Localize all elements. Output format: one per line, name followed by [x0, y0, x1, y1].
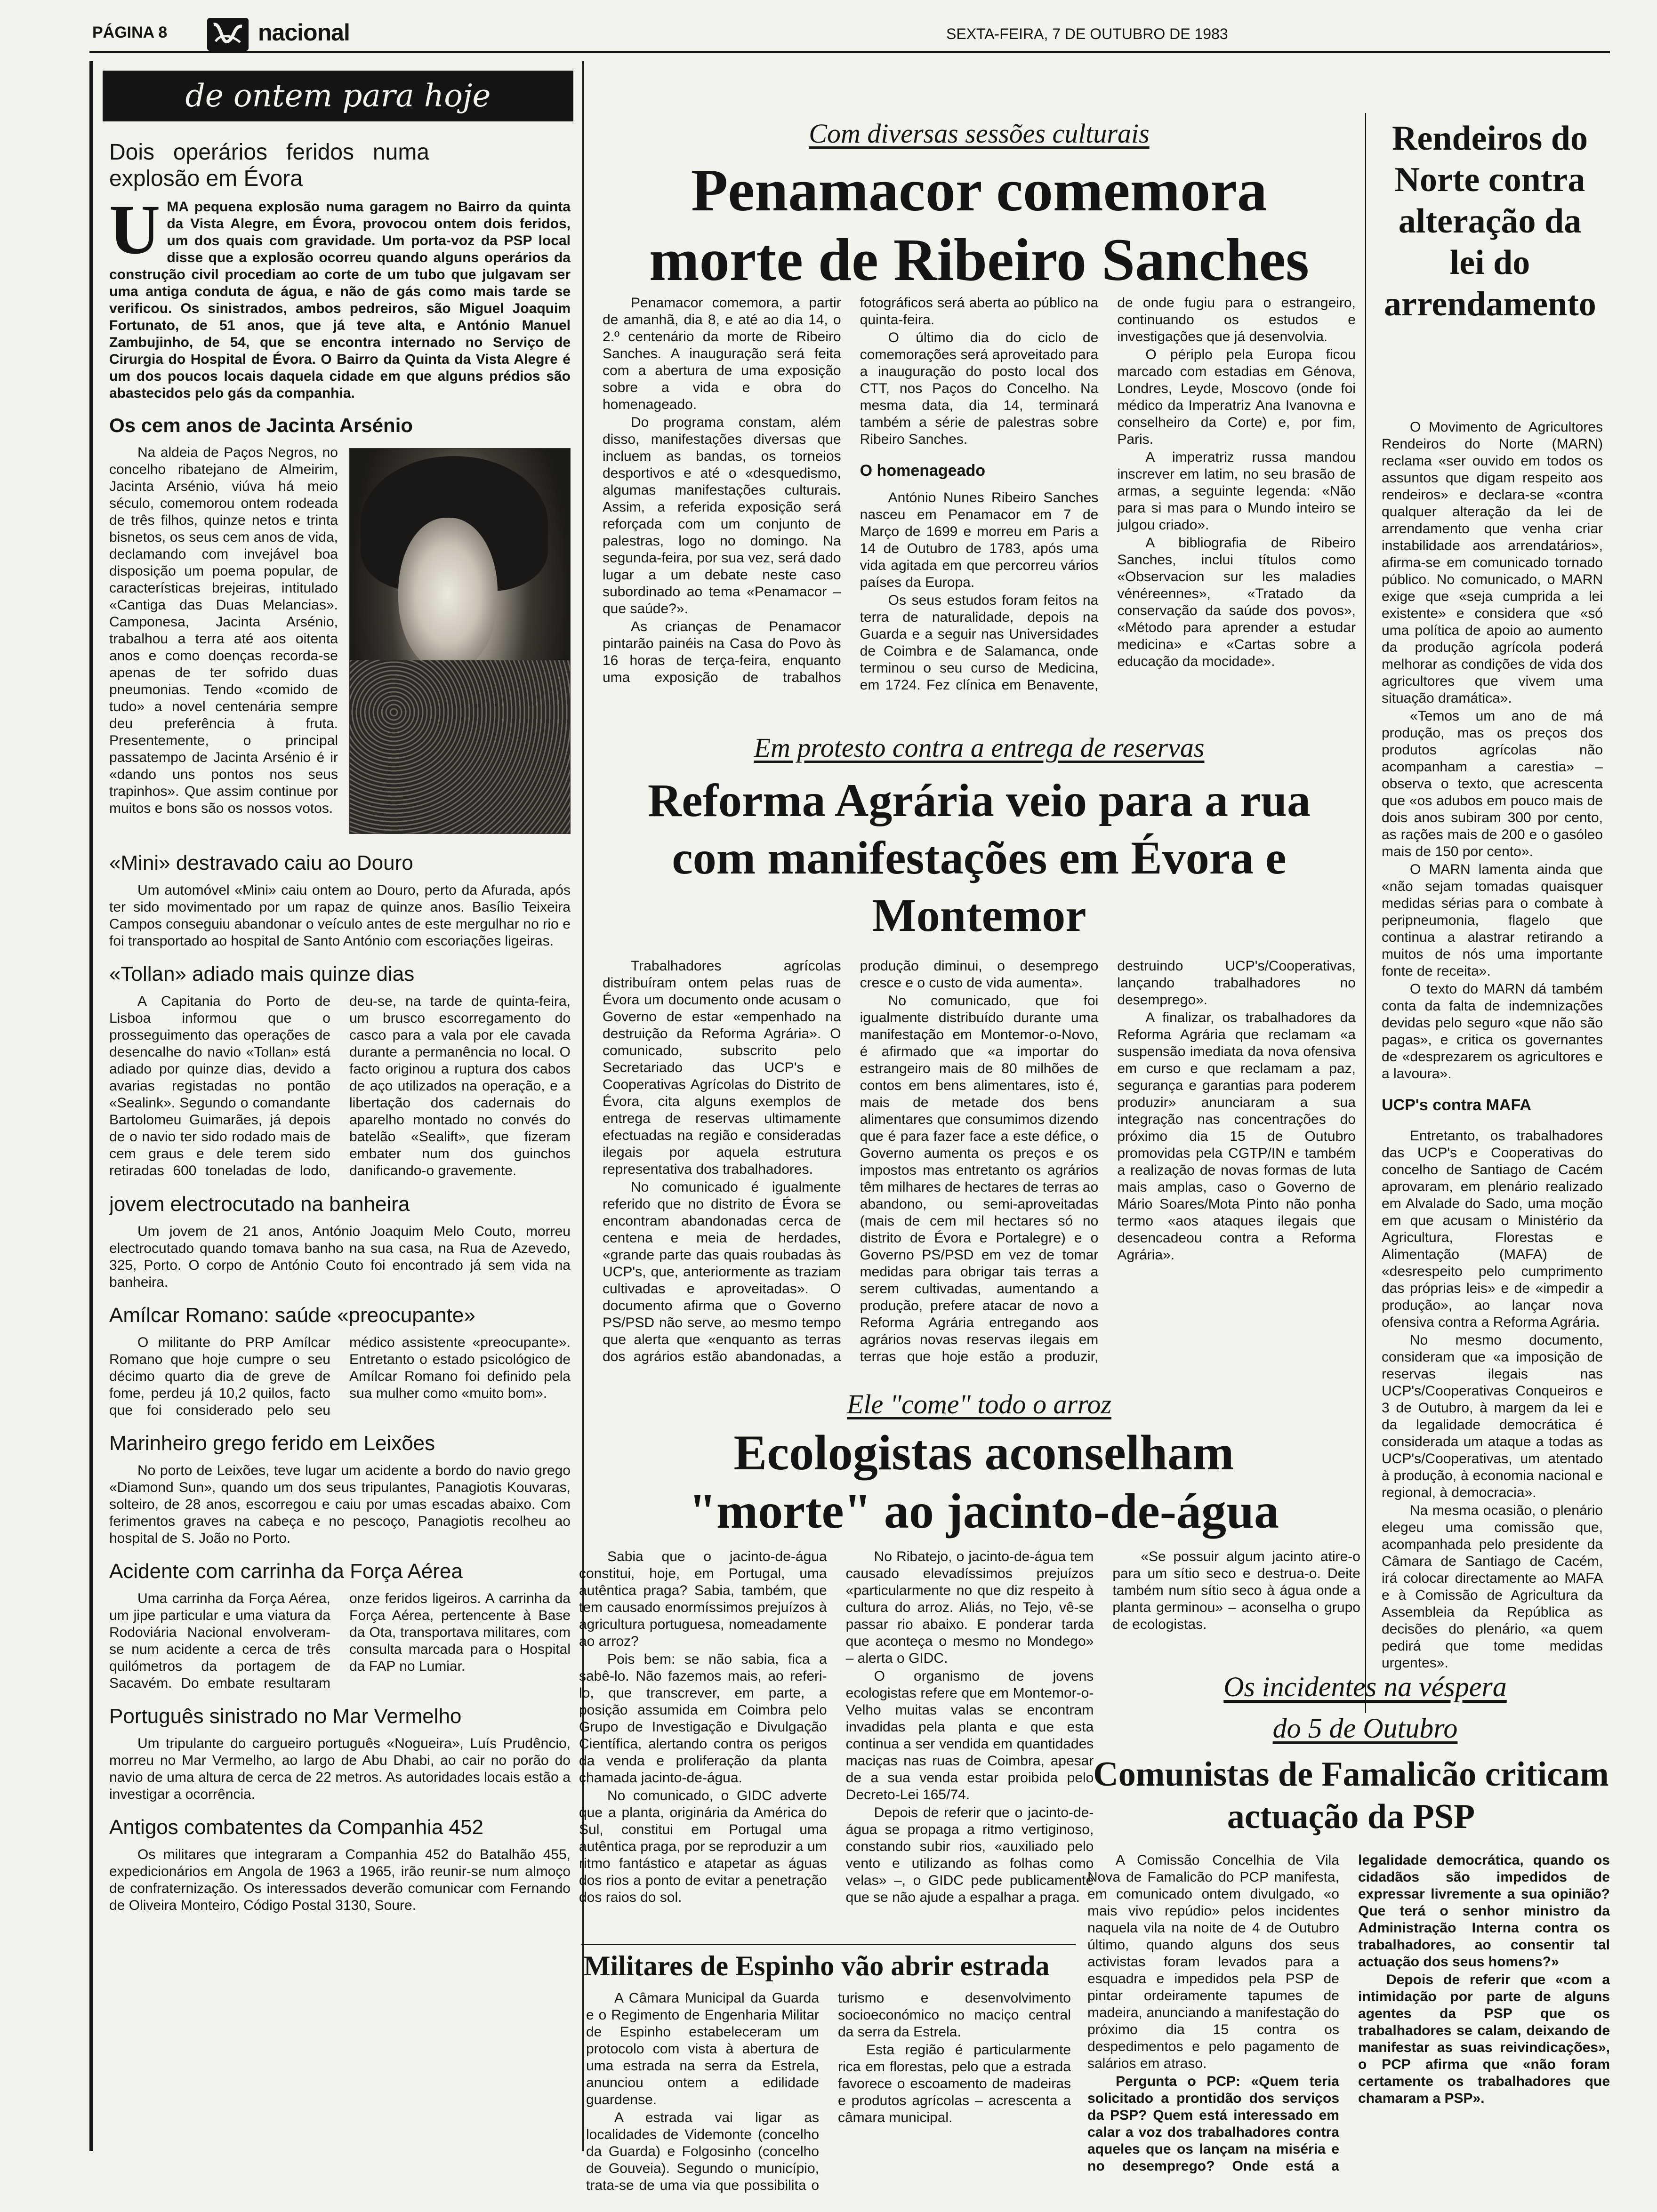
- column-rule: [1365, 113, 1366, 1713]
- story-title: Antigos combatentes da Companhia 452: [109, 1816, 483, 1839]
- story-text: Uma carrinha da Força Aérea, um jipe particular e uma viatura da Rodoviária Nacional envolveram-se num acidente a cerca de três quilómetros da portagem de Sacavém. Do embate resultaram onze feridos ligeiros. A carrinha da Força Aérea, pertencente à Base da Ota, transportava militares, com consulta marcada para o Hospital da FAP no Lumiar.: [109, 1591, 571, 1691]
- banner: [103, 71, 573, 121]
- paragraph: Pergunta o PCP: «Quem teria solicitado a prontidão dos serviços da PSP? Quem está interessado em calar a voz dos trabalhadores contra aqueles que os lançam na miséria e no desemprego? Onde está a legalidade democrática, quando os cidadãos são impedidos de expressar livremente a sua opinião? Que terá o senhor ministro da Administração Interna contra os trabalhadores, ao consentir tal actuação dos seus homens?»: [1087, 1852, 1610, 2174]
- paragraph: «Se possuir algum jacinto atire-o para um sítio seco e destrua-o. Deite também num sítio seco à água onde a planta germinou» – aconselha o grupo de ecologistas.: [1112, 1549, 1360, 1632]
- paragraph: No comunicado é igualmente referido que no distrito de Évora se encontram abandonadas cerca de centena e meia de herdades, «grande parte das quais roubadas às UCP's, que, anteriormente as traziam cultivadas e aproveitadas». O documento afirma que o Governo PS/PSD não serve, ao mesmo tempo que alerta que «enquanto as terras dos agrários estão abandonadas, a produção diminui, o desemprego cresce e o custo de vida aumenta».: [603, 958, 1099, 1364]
- paragraph: António Nunes Ribeiro Sanches nasceu em Penamacor em 7 de Março de 1699 e morreu em Paris a 14 de Outubro de 1783, após uma vida agitada em que percorreu vários países da Europa.: [860, 490, 1099, 590]
- story-text: Um automóvel «Mini» caiu ontem ao Douro, perto da Afurada, após ter sido movimentado por um rapaz de quinze anos. Basílio Teixeira Campos conseguiu abandonar o veículo antes de este mergulhar no rio e foi transportado ao hospital de Santo António com escoriações ligeiras.: [109, 882, 571, 949]
- story-text: Na aldeia de Paços Negros, no concelho ribatejano de Almeirim, Jacinta Arsénio, viúva há meio século, comemorou ontem rodeada de três filhos, quinze netos e trinta bisnetos, os seus cem anos de vida, declamando com invejável boa disposição um poema popular, de características brejeiras, intitulado «Cantiga das Duas Melancias». Camponesa, Jacinta Arsénio, trabalhou a terra até aos oitenta anos e como doenças recorda-se apenas de ter sofrido duas pneumonias. Tendo «comido de tudo» a novel centenária sempre deu preferência à fruta. Presentemente, o principal passatempo de Jacinta Arsénio é ir «dando uns pontos nos seus trapinhos». Que assim continue por muitos e bons são os nossos votos.: [109, 445, 338, 816]
- paragraph: Trabalhadores agrícolas distribuíram ontem pelas ruas de Évora um documento onde acusam o Governo de estar «empenhado na destruição da Reforma Agrária». O comunicado, subscrito pelo Secretariado das UCP's e Cooperativas Agrícolas do Distrito de Évora, cita alguns exemplos de entrega de reservas ultimamente efectuadas na região e consideradas ilegais por aquela estrutura representativa dos trabalhadores.: [603, 958, 841, 1177]
- story-text: Os militares que integraram a Companhia 452 do Batalhão 455, expedicionários em Angola de 1963 a 1965, irão reunir-se num almoço de confraternização. Os interessados deverão comunicar com Fernando de Oliveira Monteiro, Código Postal 3130, Soure.: [109, 1847, 571, 1913]
- story-title: Português sinistrado no Mar Vermelho: [109, 1705, 462, 1728]
- paragraph: O MARN lamenta ainda que «não sejam tomadas quaisquer medidas sérias para o combate à peripneumonia, flagelo que continua a alastrar retirando a muitos de nós uma importante fonte de receita».: [1382, 862, 1603, 979]
- story-title: jovem electrocutado na banheira: [109, 1193, 410, 1216]
- page-number: PÁGINA 8: [92, 24, 168, 41]
- jacinta-photo: [349, 448, 571, 834]
- section-title: nacional: [258, 19, 350, 46]
- paragraph: Sabia que o jacinto-de-água constitui, hoje, em Portugal, uma autêntica praga? Sabia, também, que tem causado enormíssimos prejuízos à agricultura portuguesa, nomeadamente ao arroz?: [579, 1549, 827, 1649]
- story-text: A Capitania do Porto de Lisboa informou que o prosseguimento das operações de desencalhe do navio «Tollan» está adiado por quinze dias, devido a avarias registadas no pontão «Sealink». Segundo o comandante Bartolomeu Guimarães, já depois de o navio ter sido rodado mais de cem graus e dele terem sido retiradas 600 toneladas de lodo, deu-se, na tarde de quinta-feira, um brusco escorregamento do casco para a vala por ele cavada durante a permanência no local. O facto originou a ruptura dos cabos de aço utilizados na operação, e a libertação dos cadernais do aparelho montado no convés do batelão «Sealift», que fizeram embater num dos guinchos danificando-o gravemente.: [109, 994, 571, 1178]
- paragraph: Entretanto, os trabalhadores das UCP's e Cooperativas do concelho de Santiago de Cacém aprovaram, em plenário realizado em Alvalade do Sado, uma moção em que acusam o Ministério da Agricultura, Florestas e Alimentação (MAFA) de «desrespeito pelo cumprimento das próprias leis» e de «impedir a produção», ao lançar nova ofensiva contra a Reforma Agrária.: [1382, 1128, 1603, 1330]
- story-text: MA pequena explosão numa garagem no Bairro da quinta da Vista Alegre, em Évora, provocou ontem dois feridos, um dos quais com gravidade. Um porta-voz da PSP local disse que a explosão ocorreu quando alguns operários da construção civil procediam ao corte de um tubo que julgavam ser uma antiga conduta de água, e não de gás como mais tarde se verificou. Os sinistrados, ambos pedreiros, são Miguel Joaquim Fortunato, de 51 anos, que já teve alta, e António Manuel Zambujinho, de 54, que se encontra internado no Serviço de Cirurgia do Hospital de Évora. O Bairro da Quinta da Vista Alegre é um dos poucos locais daquela cidade em que alguns prédios são abastecidos pelo gás da companhia.: [109, 199, 571, 401]
- paragraph: No mesmo documento, consideram que «a imposição de reservas ilegais nas UCP's/Cooperativas Conqueiros e 3 de Outubro, à margem da lei e da legalidade democrática é considerada um ataque a todas as UCP's/Cooperativas, um atentado à produção, à economia nacional e regional, à democracia».: [1382, 1332, 1603, 1500]
- story-title: «Tollan» adiado mais quinze dias: [109, 962, 415, 986]
- paragraph: «Temos um ano de má produção, mas os preços dos produtos agrícolas não acompanham a carestia» – observa o texto, que acrescenta que «os adubos em pouco mais de dois anos subiram 300 por cento, as rações mais de 200 e o gasóleo mais de 150 por cento».: [1382, 708, 1603, 859]
- paragraph: A imperatriz russa mandou inscrever em latim, no seu brasão de armas, a seguinte legenda: «Não para si mas para o Mundo inteiro se julgou criado».: [1117, 449, 1356, 533]
- paragraph: Os seus estudos foram feitos na terra de naturalidade, depois na Guarda e a seguir nas Universidades de Coimbra e de Salamanca, onde terminou o seu curso de Medicina, em 1724. Fez clínica em Benavente, de onde fugiu para o estrangeiro, continuando os estudos e investigações que já desenvolvia.: [860, 295, 1356, 693]
- story-title: «Mini» destravado caiu ao Douro: [109, 851, 413, 874]
- drop-cap: U: [109, 191, 161, 269]
- story-text: Um jovem de 21 anos, António Joaquim Melo Couto, morreu electrocutado quando tomava banho na sua casa, na Rua de Azevedo, 325, Porto. O corpo de António Couto foi encontrado já sem vida na banheira.: [109, 1224, 571, 1290]
- paragraph: As crianças de Penamacor pintarão painéis na Casa do Povo às 16 horas de terça-feira, enquanto uma exposição de trabalhos fotográficos será aberta ao público na quinta-feira.: [603, 295, 1099, 685]
- paragraph: A Câmara Municipal da Guarda e o Regimento de Engenharia Militar de Espinho estabeleceram um protocolo com vista à abertura de uma estrada na serra da Estrela, anunciou ontem a edilidade guardense.: [586, 1990, 819, 2108]
- paragraph: Penamacor comemora, a partir de amanhã, dia 8, e até ao dia 14, o 2.º centenário da morte de Ribeiro Sanches. A inauguração será feita com a abertura de uma exposição sobre a vida e obra do homenageado.: [603, 295, 841, 412]
- story-text: O militante do PRP Amílcar Romano que hoje cumpre o seu décimo quarto dia de greve de fome, perdeu já 10,2 quilos, facto que foi considerado pelo seu médico assistente «preocupante». Entretanto o estado psicológico de Amílcar Romano foi definido pela sua mulher como «muito bom».: [109, 1335, 571, 1418]
- banner-text: de ontem para hoje: [185, 78, 491, 114]
- paragraph: No comunicado, que foi igualmente distribuído durante uma manifestação em Montemor-o-Novo, é afirmado que «a importar do estrangeiro mais de 80 milhões de contos em bens alimentares, isto é, mais de metade dos bens alimentares que consumimos dizendo que é para fazer face a este défice, o Governo aumenta os preços e os impostos mas entretanto os agrários têm milhares de hectares de terras ao abandono, ou semi-aproveitadas (mais de cem mil hectares só no distrito de Évora e Portalegre) e o Governo PS/PSD em vez de tomar medidas para obrigar tais terras a serem cultivadas, aumentando a produção, prefere atacar de novo a Reforma Agrária entregando aos agrários novas reservas ilegais em terras que hoje estão a produzir, destruindo UCP's/Cooperativas, lançando trabalhadores no desemprego».: [860, 958, 1356, 1364]
- penamacor-kicker: Com diversas sessões culturais: [809, 118, 1150, 149]
- penamacor-subhead: O homenageado: [860, 462, 986, 480]
- story-text: No porto de Leixões, teve lugar um acidente a bordo do navio grego «Diamond Sun», quando um dos seus tripulantes, Panagiotis Kouvaras, solteiro, de 28 anos, escorregou e caiu por umas escadas abaixo. Com ferimentos graves na cabeça e no pescoço, Panagiotis recolheu ao hospital de S. João no Porto.: [109, 1463, 571, 1546]
- story-title: Os cem anos de Jacinta Arsénio: [109, 414, 413, 436]
- paragraph: Na mesma ocasião, o plenário elegeu uma comissão que, acompanhada pelo presidente da Câmara de Santiago de Cacém, irá colocar directamente ao MAFA e à Comissão de Agricultura da Assembleia da República as decisões do plenário, «a quem pedirá que tome medidas urgentes».: [1382, 1503, 1603, 1671]
- paragraph: A estrada vai ligar as localidades de Videmonte (concelho da Guarda) e Folgosinho (concelho de Gouveia). Segundo o município, trata-se de uma via que possibilita o turismo e desenvolvimento socioeconómico no maciço central da serra da Estrela.: [586, 1990, 1071, 2193]
- rendeiros-body: [1382, 419, 1603, 1708]
- left-stories: [109, 139, 571, 2144]
- paragraph: A finalizar, os trabalhadores da Reforma Agrária que reclamam «a suspensão imediata da nova ofensiva em curso e que reclamam a paz, segurança e garantias para poderem produzir» anunciaram a sua integração nas concentrações do próximo dia 15 de Outubro promovidas pela CGTP/IN e também a realização de novas formas de luta mais amplas, caso o Governo de Mário Soares/Mota Pinto não ponha termo «aos ataques ilegais que desencadeou contra a Reforma Agrária».: [1117, 1010, 1356, 1263]
- paragraph: Depois de referir que o jacinto-de-água se propaga a ritmo vertiginoso, constando subir rios, «auxiliado pelo vento e utilizando as folhas como velas» –, o GIDC pede publicamente que se não ajude a espalhar a praga.: [845, 1805, 1094, 1905]
- paragraph: Pois bem: se não sabia, fica a sabê-lo. Não fazemos mais, ao referi-lo, que transcrever, em parte, a posição assumida em Coimbra pelo Grupo de Investigação e Divulgação Científica, alertando contra os perigos da venda e proliferação da planta chamada jacinto-de-água.: [579, 1651, 827, 1786]
- espinho-body: [586, 1990, 1071, 2197]
- paragraph: O périplo pela Europa ficou marcado com estadias em Génova, Londres, Leyde, Moscovo (onde foi médico da Imperatriz Ana Ivanovna e conselheiro da Corte) e, por fim, Paris.: [1117, 347, 1356, 447]
- famalicao-headline: Comunistas de Famalicão criticam actuação da PSP: [1093, 1755, 1609, 1836]
- paragraph: O organismo de jovens ecologistas refere que em Montemor-o-Velho muitas valas se encontram invadidas pela planta e que esta continua a ser vendida em quantidades maciças nas ruas de Coimbra, apesar de a sua venda estar proibida pelo Decreto-Lei 165/74.: [845, 1668, 1094, 1803]
- paragraph: No Ribatejo, o jacinto-de-água tem causado elevadíssimos prejuízos «particularmente no que diz respeito à cultura do arroz. Aliás, no Tejo, vê-se passar rio abaixo. E ponderar tarda que aconteça o mesmo no Mondego» – alerta o GIDC.: [845, 1549, 1094, 1666]
- paragraph: A Comissão Concelhia de Vila Nova de Famalicão do PCP manifesta, em comunicado ontem divulgado, «o mais vivo repúdio» pelos incidentes naquela vila na noite de 4 de Outubro último, quando alguns dos seus activistas foram levados para a esquadra e impedidos pela PSP de pintar ordeiramente tapumes de madeira, anunciando a manifestação do próximo dia 15 contra os despedimentos e pelo pagamento de salários em atraso.: [1087, 1852, 1339, 2071]
- story-title: Acidente com carrinha da Força Aérea: [109, 1560, 463, 1583]
- paragraph: Do programa constam, além disso, manifestações diversas que incluem as bandas, os torneios desportivos e até o «desquedismo, algumas manifestações culturais. Assim, a referida exposição será reforçada com um conjunto de palestras, logo no domingo. Na segunda-feira, por sua vez, será dado lugar a um debate neste caso subordinado ao tema «Penamacor – que saúde?».: [603, 415, 841, 617]
- paragraph: No comunicado, o GIDC adverte que a planta, originária da América do Sul, constitui em Portugal uma autêntica praga, por se reproduzir a um ritmo fantástico e atapetar as águas dos rios a ponto de evitar a penetração dos raios do sol.: [579, 1788, 827, 1905]
- paragraph: Depois de referir que «com a intimidação por parte de alguns agentes da PSP que os trabalhadores se calam, deixando de manifestar as suas reivindicações», o PCP afirma que «não foram certamente os trabalhadores que chamaram a PSP».: [1358, 1972, 1610, 2106]
- story-title: Dois operários feridos numa explosão em Évora: [109, 140, 429, 191]
- rendeiros-headline: Rendeiros do Norte contra alteração da lei do arrendamento: [1384, 119, 1596, 323]
- story-title: Marinheiro grego ferido em Leixões: [109, 1432, 435, 1455]
- paragraph: A bibliografia de Ribeiro Sanches, inclui títulos como «Observacion sur les maladies vénéreennes», «Tratado da conservação da saúde dos povos», «Método para aprender a estudar medicina» e «Cartas sobre a educação da mocidade».: [1117, 535, 1356, 669]
- espinho-top-rule: [581, 1944, 1076, 1945]
- paragraph: Esta região é particularmente rica em florestas, pelo que a estrada favorece o escoamento de madeiras e produtos agrícolas – acrescenta a câmara municipal.: [838, 2042, 1071, 2125]
- rendeiros-subhead: UCP's contra MAFA: [1382, 1096, 1531, 1114]
- ecologistas-headline: Ecologistas aconselham "morte" ao jacinto-de-água: [689, 1425, 1279, 1539]
- newspaper-logo-icon: [207, 18, 249, 51]
- header-rule: [89, 51, 1610, 53]
- story-body-bold: [109, 191, 571, 402]
- ecologistas-kicker: Ele "come" todo o arroz: [846, 1389, 1112, 1419]
- reforma-body: [603, 958, 1356, 1367]
- story-title: Amílcar Romano: saúde «preocupante»: [109, 1304, 475, 1327]
- penamacor-headline: Penamacor comemora morte de Ribeiro Sanches: [649, 157, 1309, 293]
- paragraph: O texto do MARN dá também conta da falta de indemnizações devidas pelo seguro «que não são pagas», e critica os governantes de «desprezarem os agricultores e a lavoura».: [1382, 981, 1603, 1082]
- famalicao-body: [1087, 1852, 1610, 2191]
- reforma-headline: Reforma Agrária veio para a rua com manifestações em Évora e Montemor: [647, 774, 1311, 941]
- issue-date: SEXTA-FEIRA, 7 DE OUTUBRO DE 1983: [946, 25, 1228, 42]
- penamacor-body: [603, 295, 1356, 704]
- famalicao-kicker: Os incidentes na véspera: [1223, 1671, 1507, 1702]
- story-text: Um tripulante do cargueiro português «Nogueira», Luís Prudêncio, morreu no Mar Vermelho, ao largo de Abu Dhabi, ao cair no porão do navio de uma altura de cerca de 22 metros. As autoridades locais estão a investigar a ocorrência.: [109, 1736, 571, 1802]
- reforma-kicker: Em protesto contra a entrega de reservas: [754, 732, 1205, 763]
- espinho-headline: Militares de Espinho vão abrir estrada: [584, 1950, 1050, 1981]
- paragraph: O Movimento de Agricultores Rendeiros do Norte (MARN) reclama «ser ouvido em todos os assuntos que digam respeito aos rendeiros» e declara-se «contra qualquer alteração da lei de arrendamento que venha criar instabilidade aos arrendatários», afirma-se em comunicado tornado público. No comunicado, o MARN exige que «seja cumprida a lei existente» e considera que «só uma política de apoio ao aumento da produção agrícola poderá melhorar as condições de vida dos agricultores que vivem uma situação dramática».: [1382, 419, 1603, 706]
- famalicao-kicker-line2: do 5 de Outubro: [1272, 1713, 1458, 1744]
- paragraph: O último dia do ciclo de comemorações será aproveitado para a inauguração do posto local dos CTT, nos Paços do Concelho. Na mesma data, dia 14, terminará também a série de palestras sobre Ribeiro Sanches.: [860, 330, 1099, 447]
